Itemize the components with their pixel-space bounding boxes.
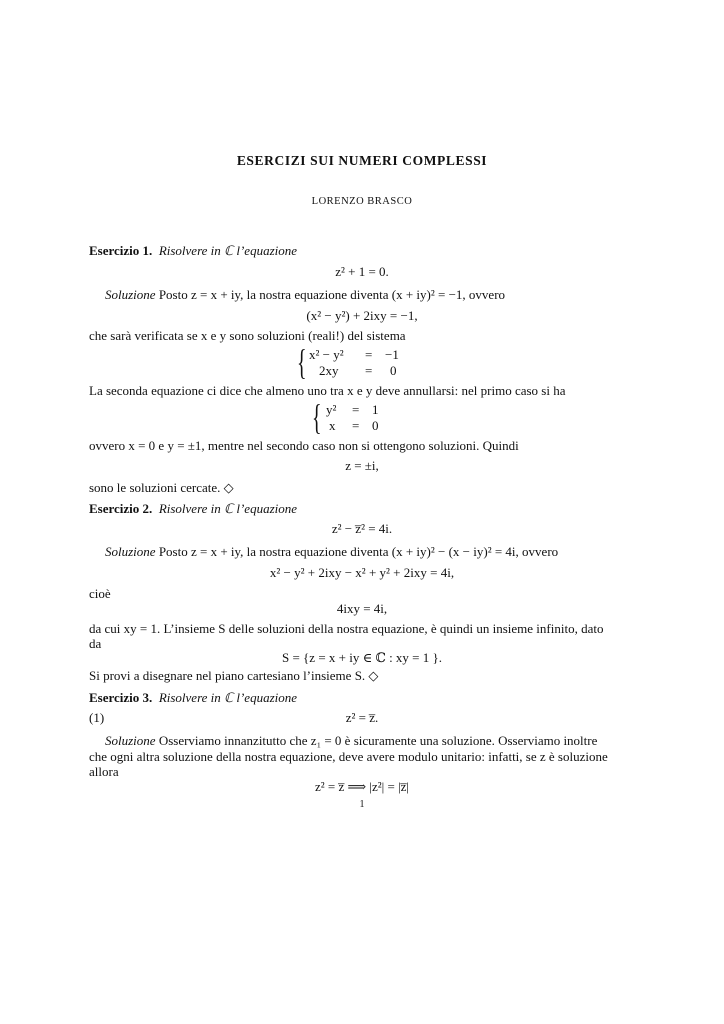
system-cell: x bbox=[329, 418, 336, 433]
solution-label: Soluzione bbox=[105, 287, 156, 302]
exercise-2-solution-line bbox=[105, 544, 558, 560]
system-cell: = bbox=[365, 347, 373, 362]
exercise-3-solution-line bbox=[105, 733, 597, 749]
exercise-1-text-3: che sarà verificata se x e y sono soluzioni (reali!) del sistema bbox=[89, 328, 406, 343]
exercise-1-equation-2: (x² − y²) + 2ixy = −1, bbox=[306, 308, 418, 323]
left-brace: { bbox=[297, 342, 307, 382]
solution-text: Osserviamo innanzitutto che z₁ = 0 è sicuramente una soluzione. Osserviamo inoltre bbox=[158, 733, 598, 748]
exercise-2-prompt: Risolvere in ℂ l’equazione bbox=[158, 501, 298, 516]
system-cell: = bbox=[352, 402, 360, 417]
exercise-2-text-4: da cui xy = 1. L’insieme S delle soluzioni della nostra equazione, è quindi un insieme infinito, dato bbox=[89, 621, 604, 636]
exercise-3-text-2: che ogni altra soluzione della nostra equazione, deve avere modulo unitario: infatti, se z è soluzione bbox=[89, 749, 608, 764]
system-cell: = bbox=[365, 363, 373, 378]
exercise-1-equation-3: z = ±i, bbox=[345, 458, 379, 473]
system-cell: 1 bbox=[372, 402, 379, 417]
paper-title: ESERCIZI SUI NUMERI COMPLESSI bbox=[236, 153, 488, 168]
exercise-2-text-5: Si provi a disegnare nel piano cartesiano l’insieme S. ◇ bbox=[89, 668, 379, 683]
system-cell: −1 bbox=[385, 347, 399, 362]
system-cell: = bbox=[352, 418, 360, 433]
exercise-1-label: Esercizio 1. bbox=[89, 243, 153, 258]
exercise-3-equation: z² = z̅. bbox=[345, 710, 379, 725]
solution-label: Soluzione bbox=[105, 733, 156, 748]
system-cell: y² bbox=[326, 402, 337, 417]
exercise-1-heading bbox=[89, 243, 297, 259]
exercise-1-text-6: sono le soluzioni cercate. ◇ bbox=[89, 480, 234, 495]
system-cell: 0 bbox=[372, 418, 379, 433]
exercise-2-heading bbox=[89, 501, 297, 517]
exercise-2-equation-4: S = {z = x + iy ∈ ℂ : xy = 1 }. bbox=[282, 650, 442, 665]
exercise-1-system-2 bbox=[312, 397, 402, 437]
exercise-1-equation: z² + 1 = 0. bbox=[335, 264, 389, 279]
exercise-2-text-3: cioè bbox=[89, 586, 111, 601]
page-number: 1 bbox=[359, 799, 365, 810]
exercise-3-heading bbox=[89, 690, 297, 706]
exercise-2-label: Esercizio 2. bbox=[89, 501, 153, 516]
exercise-2-equation: z² − z̅² = 4i. bbox=[331, 521, 393, 536]
exercise-1-prompt: Risolvere in ℂ l’equazione bbox=[158, 243, 298, 258]
exercise-2-equation-2: x² − y² + 2ixy − x² + y² + 2ixy = 4i, bbox=[269, 565, 455, 580]
system-cell: 2xy bbox=[319, 363, 339, 378]
exercise-1-solution-line bbox=[105, 287, 505, 303]
exercise-2-equation-3: 4ixy = 4i, bbox=[336, 601, 388, 616]
solution-text: Posto z = x + iy, la nostra equazione diventa (x + iy)² = −1, ovvero bbox=[158, 287, 506, 302]
equation-number: (1) bbox=[89, 710, 105, 725]
exercise-2-text-4b: da bbox=[89, 636, 102, 651]
exercise-3-prompt: Risolvere in ℂ l’equazione bbox=[158, 690, 298, 705]
solution-text: Posto z = x + iy, la nostra equazione diventa (x + iy)² − (x − iy)² = 4i, ovvero bbox=[158, 544, 559, 559]
exercise-3-equation-2: z² = z̅ ⟹ |z²| = |z̅| bbox=[314, 779, 410, 794]
solution-label: Soluzione bbox=[105, 544, 156, 559]
exercise-3-label: Esercizio 3. bbox=[89, 690, 153, 705]
system-cell: x² − y² bbox=[309, 347, 344, 362]
system-cell: 0 bbox=[390, 363, 397, 378]
exercise-1-text-4: La seconda equazione ci dice che almeno uno tra x e y deve annullarsi: nel primo caso si ha bbox=[89, 383, 566, 398]
exercise-3-text-3: allora bbox=[89, 764, 119, 779]
exercise-1-text-5: ovvero x = 0 e y = ±1, mentre nel secondo caso non si ottengono soluzioni. Quindi bbox=[89, 438, 519, 453]
exercise-1-system-1 bbox=[297, 342, 417, 382]
author: LORENZO BRASCO bbox=[311, 196, 413, 207]
left-brace: { bbox=[312, 397, 322, 437]
